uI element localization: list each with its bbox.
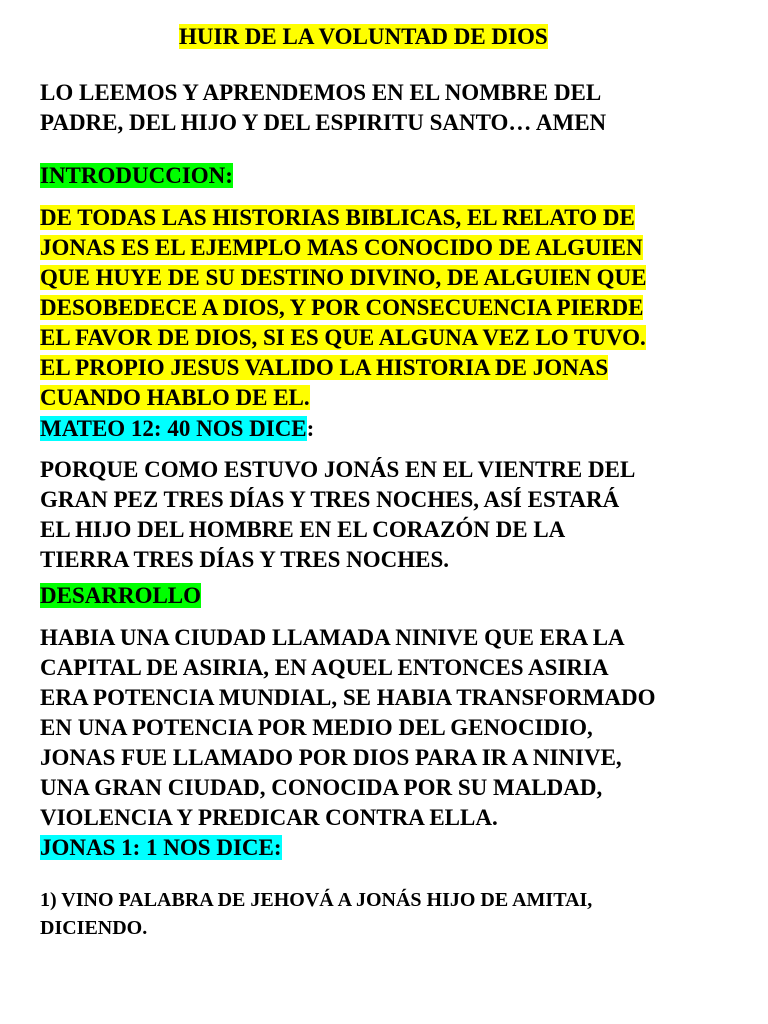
document-title	[179, 22, 548, 52]
jonas-heading	[40, 833, 282, 863]
desarrollo-heading	[40, 581, 201, 611]
jonas-line: DICIENDO.	[40, 917, 148, 939]
intro-heading-text: INTRODUCCION:	[40, 163, 233, 188]
jonas-line: 1) VINO PALABRA DE JEHOVÁ A JONÁS HIJO DE AMITAI,	[40, 889, 593, 911]
intro-line: CUANDO HABLO DE EL.	[40, 385, 310, 410]
intro-line: QUE HUYE DE SU DESTINO DIVINO, DE ALGUIEN QUE	[40, 265, 647, 290]
intro-line: DESOBEDECE A DIOS, Y POR CONSECUENCIA PIERDE	[40, 295, 644, 320]
desarrollo-line: CAPITAL DE ASIRIA, EN AQUEL ENTONCES ASIRIA	[40, 655, 609, 680]
mateo-heading-colon: :	[306, 416, 315, 441]
desarrollo-line: HABIA UNA CIUDAD LLAMADA NINIVE QUE ERA LA	[40, 625, 625, 650]
mateo-heading	[40, 414, 314, 444]
title-text: HUIR DE LA VOLUNTAD DE DIOS	[179, 24, 548, 49]
mateo-paragraph	[40, 455, 635, 575]
mateo-line: PORQUE COMO ESTUVO JONÁS EN EL VIENTRE DEL	[40, 457, 636, 482]
desarrollo-line: VIOLENCIA Y PREDICAR CONTRA ELLA.	[40, 805, 498, 830]
mateo-line: GRAN PEZ TRES DÍAS Y TRES NOCHES, ASÍ ESTARÁ	[40, 487, 620, 512]
desarrollo-line: JONAS FUE LLAMADO POR DIOS PARA IR A NINIVE,	[40, 745, 622, 770]
opening-line: LO LEEMOS Y APRENDEMOS EN EL NOMBRE DEL	[40, 80, 602, 105]
mateo-line: EL HIJO DEL HOMBRE EN EL CORAZÓN DE LA	[40, 517, 566, 542]
opening-line: PADRE, DEL HIJO Y DEL ESPIRITU SANTO… AMEN	[40, 110, 607, 135]
desarrollo-paragraph	[40, 623, 656, 833]
desarrollo-line: UNA GRAN CIUDAD, CONOCIDA POR SU MALDAD,	[40, 775, 603, 800]
intro-line: EL PROPIO JESUS VALIDO LA HISTORIA DE JONAS	[40, 355, 609, 380]
desarrollo-heading-text: DESARROLLO	[40, 583, 202, 608]
intro-line: DE TODAS LAS HISTORIAS BIBLICAS, EL RELATO DE	[40, 205, 635, 230]
desarrollo-line: ERA POTENCIA MUNDIAL, SE HABIA TRANSFORMADO	[40, 685, 656, 710]
intro-heading	[40, 161, 233, 191]
jonas-paragraph	[40, 886, 592, 942]
jonas-heading-text: JONAS 1: 1 NOS DICE:	[40, 835, 282, 860]
intro-line: EL FAVOR DE DIOS, SI ES QUE ALGUNA VEZ LO TUVO.	[40, 325, 646, 350]
mateo-heading-text: MATEO 12: 40 NOS DICE	[40, 416, 307, 441]
intro-paragraph	[40, 203, 646, 413]
opening-paragraph	[40, 78, 606, 138]
intro-line: JONAS ES EL EJEMPLO MAS CONOCIDO DE ALGUIEN	[40, 235, 643, 260]
desarrollo-line: EN UNA POTENCIA POR MEDIO DEL GENOCIDIO,	[40, 715, 593, 740]
mateo-line: TIERRA TRES DÍAS Y TRES NOCHES.	[40, 547, 450, 572]
